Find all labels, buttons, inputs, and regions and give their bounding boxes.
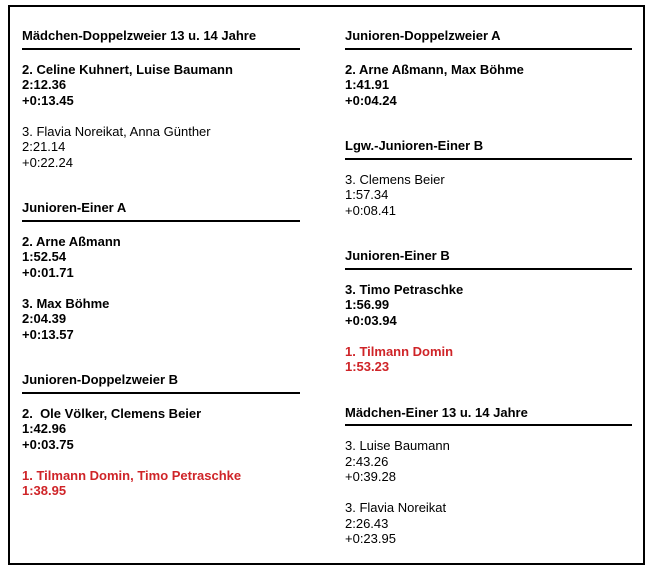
result-entry [22, 406, 300, 453]
section-title: Junioren-Doppelzweier A [345, 28, 632, 50]
entry-time: 1:52.54 [22, 249, 67, 264]
entry-diff: +0:13.57 [22, 326, 74, 342]
result-entry [345, 438, 632, 485]
results-page [8, 5, 645, 565]
result-entry-winner [22, 468, 300, 499]
entry-time: 2:43.26 [345, 453, 389, 469]
result-entry [345, 62, 632, 109]
entry-name: 1. Tilmann Domin [345, 343, 454, 359]
entry-diff: +0:39.28 [345, 469, 396, 484]
entry-diff: +0:03.94 [345, 312, 397, 328]
result-entry [22, 234, 300, 281]
section-title: Junioren-Einer B [345, 248, 632, 270]
section-junioren-doppelzweier-a [345, 28, 632, 108]
section-maedchen-doppelzweier-13-14 [22, 28, 300, 170]
entry-time: 1:41.91 [345, 77, 390, 92]
entry-time: 1:53.23 [345, 359, 390, 374]
result-entry [22, 124, 300, 171]
entry-name: 2. Ole Völker, Clemens Beier [22, 405, 202, 421]
entry-diff: +0:13.45 [22, 92, 74, 108]
entry-diff: +0:01.71 [22, 264, 74, 280]
section-lgw-junioren-einer-b [345, 138, 632, 218]
entry-diff: +0:22.24 [22, 154, 73, 170]
section-junioren-doppelzweier-b [22, 372, 300, 499]
entry-time: 1:56.99 [345, 297, 390, 312]
entry-name: 3. Flavia Noreikat, Anna Günther [22, 123, 211, 139]
section-maedchen-einer-13-14 [345, 405, 632, 547]
entry-time: 2:04.39 [22, 311, 67, 326]
entry-name: 3. Clemens Beier [345, 171, 445, 187]
entry-name: 3. Flavia Noreikat [345, 500, 447, 515]
section-title: Junioren-Doppelzweier B [22, 372, 300, 394]
result-entry [22, 296, 300, 343]
entry-time: 2:26.43 [345, 515, 389, 531]
entry-diff: +0:23.95 [345, 531, 396, 546]
section-title: Mädchen-Einer 13 u. 14 Jahre [345, 405, 632, 427]
result-entry-winner [345, 344, 632, 375]
result-entry [22, 62, 300, 109]
result-entry [345, 500, 632, 547]
entry-name: 3. Max Böhme [22, 295, 110, 311]
entry-diff: +0:08.41 [345, 202, 396, 218]
entry-name: 3. Luise Baumann [345, 438, 450, 453]
entry-diff: +0:04.24 [345, 92, 397, 108]
section-title: Lgw.-Junioren-Einer B [345, 138, 632, 160]
results-column-right [345, 28, 632, 577]
entry-name: 2. Arne Aßmann [22, 233, 121, 249]
entry-time: 1:42.96 [22, 421, 67, 436]
entry-name: 1. Tilmann Domin, Timo Petraschke [22, 467, 242, 483]
entry-time: 1:38.95 [22, 483, 67, 498]
result-entry [345, 282, 632, 329]
entry-name: 2. Celine Kuhnert, Luise Baumann [22, 61, 233, 77]
entry-time: 2:21.14 [22, 139, 66, 154]
result-entry [345, 172, 632, 219]
results-column-left [22, 28, 300, 529]
section-title: Junioren-Einer A [22, 200, 300, 222]
entry-diff: +0:03.75 [22, 436, 74, 452]
section-title: Mädchen-Doppelzweier 13 u. 14 Jahre [22, 28, 300, 50]
entry-name: 2. Arne Aßmann, Max Böhme [345, 61, 524, 77]
section-junioren-einer-b [345, 248, 632, 375]
entry-name: 3. Timo Petraschke [345, 281, 464, 297]
entry-time: 2:12.36 [22, 77, 67, 92]
section-junioren-einer-a [22, 200, 300, 342]
entry-time: 1:57.34 [345, 187, 389, 202]
